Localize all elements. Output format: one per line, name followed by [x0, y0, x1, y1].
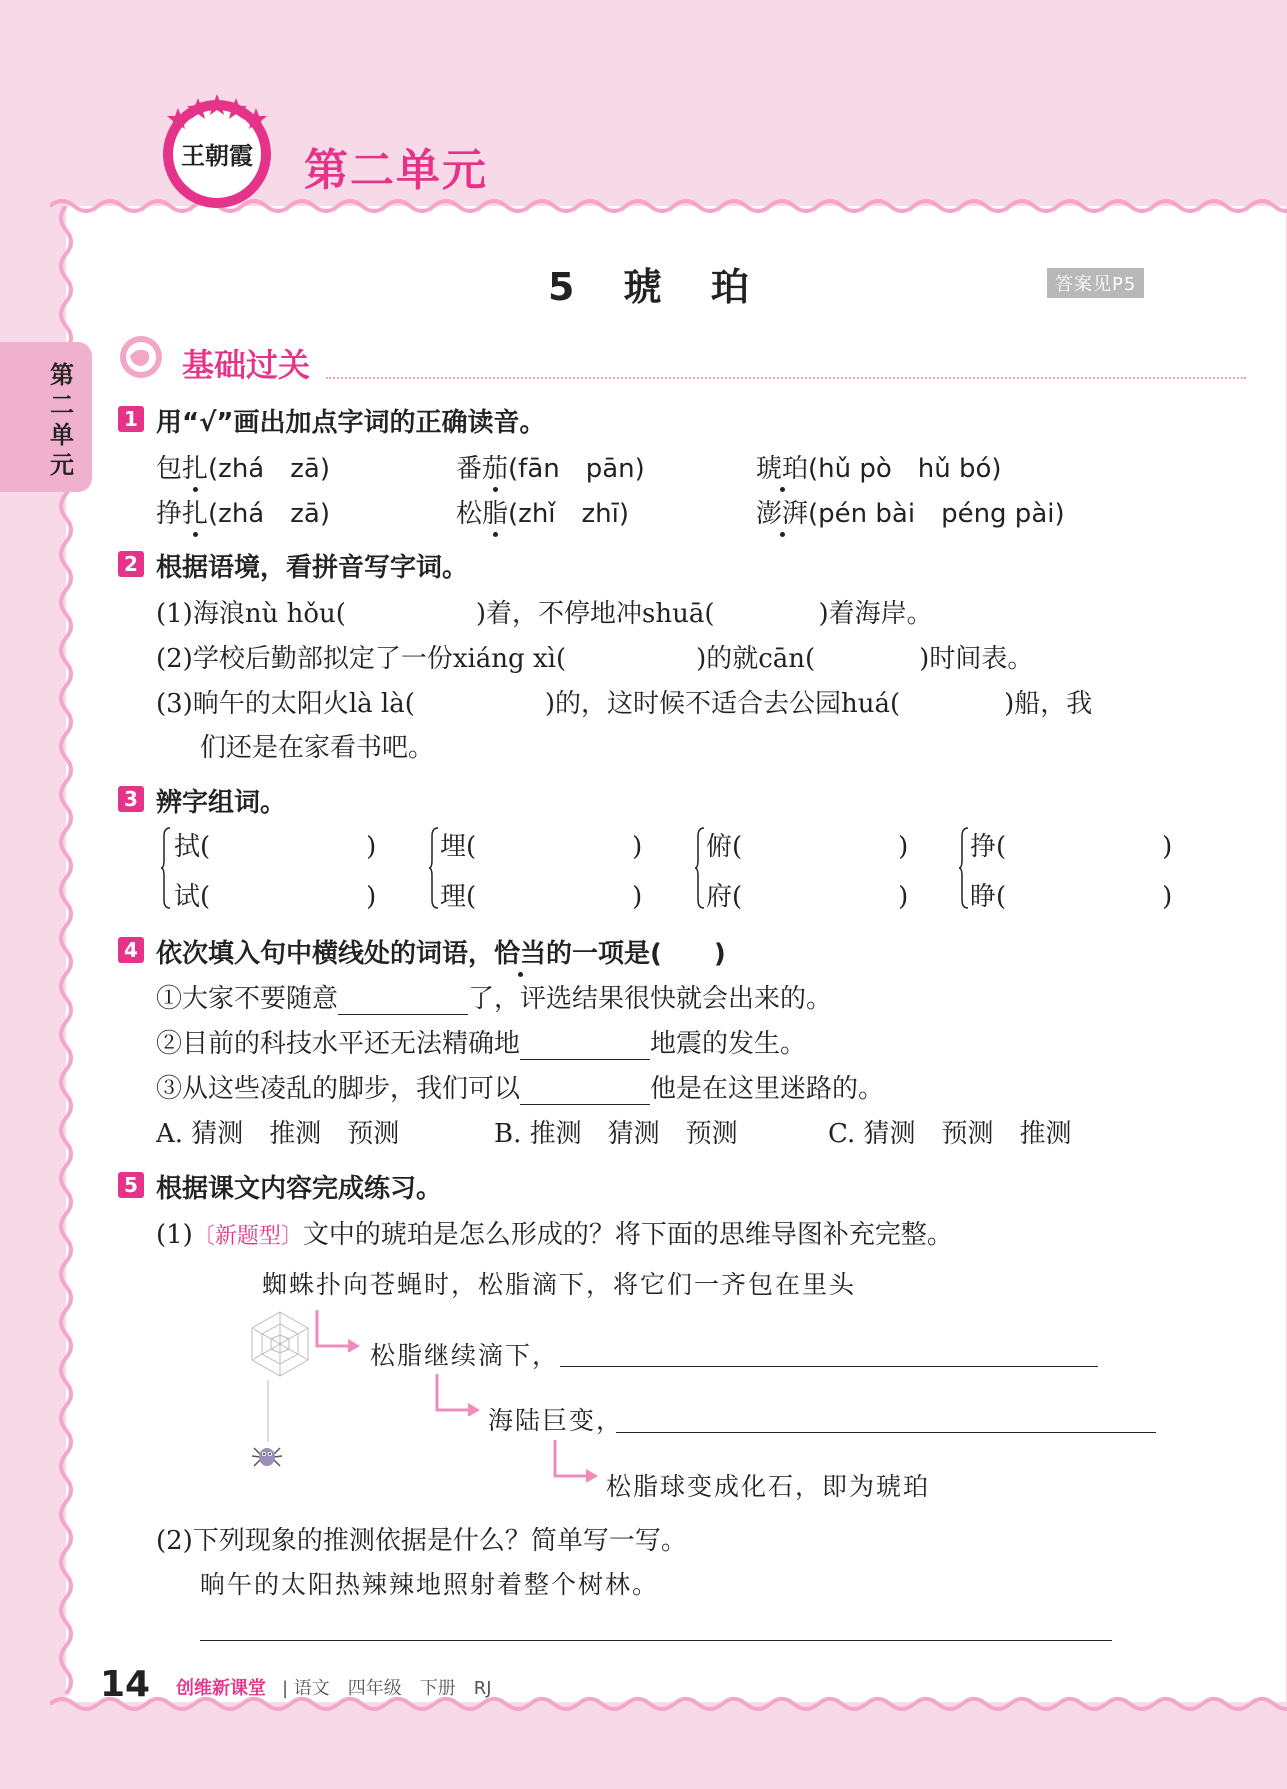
q1-item-6: 澎湃(pén bài péng pài) — [756, 499, 1065, 529]
answer-line[interactable] — [560, 1366, 1098, 1367]
question-1-prompt: 用“√”画出加点字词的正确读音。 — [156, 408, 546, 438]
side-tab-label: 第二单元 — [50, 361, 74, 479]
q5-part-2-sentence: 晌午的太阳热辣辣地照射着整个树林。 — [200, 1570, 660, 1599]
page-number: 14 — [100, 1664, 151, 1705]
q2-line-3: (3)晌午的太阳火là là( )的，这时候不适合去公园huá( )船，我 — [156, 689, 1093, 719]
footer-brand: 创维新课堂 — [176, 1678, 266, 1699]
question-5-prompt: 根据课文内容完成练习。 — [156, 1174, 443, 1204]
arrow-right-icon — [552, 1440, 600, 1482]
question-number-3: 3 — [118, 786, 144, 812]
mindmap-step-4: 松脂球变成化石，即为琥珀 — [606, 1472, 931, 1501]
mindmap-step-3: 海陆巨变， — [488, 1406, 624, 1435]
q5-part-1-prompt: (1)〔新题型〕文中的琥珀是怎么形成的？将下面的思维导图补充完整。 — [156, 1220, 953, 1250]
question-number-4: 4 — [118, 937, 144, 963]
answer-line[interactable] — [616, 1432, 1156, 1433]
spider-thread — [266, 1380, 270, 1442]
brace-icon — [160, 826, 172, 910]
q4-sentence-2: ②目前的科技水平还无法精确地 地震的发生。 — [156, 1029, 807, 1059]
q5-part-2-prompt: (2)下列现象的推测依据是什么？简单写一写。 — [156, 1526, 687, 1556]
question-number-1: 1 — [118, 406, 144, 432]
q2-line-2: (2)学校后勤部拟定了一份xiáng xì( )的就cān( )时间表。 — [156, 644, 1034, 674]
side-tab — [0, 342, 92, 492]
question-4-prompt: 依次填入句中横线处的词语，恰当的一项是( ) — [156, 939, 726, 969]
answer-blank[interactable] — [338, 984, 468, 1015]
lesson-title: 5 琥 珀 — [548, 265, 767, 309]
mindmap-step-1: 蜘蛛扑向苍蝇时，松脂滴下，将它们一齐包在里头 — [262, 1270, 857, 1299]
answer-blank[interactable] — [520, 1029, 650, 1060]
q4-option-a[interactable]: A. 猜测 推测 预测 — [156, 1119, 400, 1149]
answer-reference: 答案见P5 — [1047, 268, 1144, 298]
section-divider — [326, 377, 1246, 379]
q1-item-3: 琥珀(hǔ pò hǔ bó) — [756, 454, 1002, 484]
question-number-5: 5 — [118, 1172, 144, 1198]
brace-icon — [958, 826, 970, 910]
question-3-prompt: 辨字组词。 — [156, 788, 287, 818]
publisher-logo — [158, 92, 276, 210]
q4-option-b[interactable]: B. 推测 猜测 预测 — [494, 1119, 738, 1149]
q1-item-5: 松脂(zhǐ zhī) — [456, 499, 630, 529]
q1-item-1: 包扎(zhá zā) — [156, 454, 330, 484]
q4-sentence-1: ①大家不要随意 了，评选结果很快就会出来的。 — [156, 984, 833, 1014]
arrow-right-icon — [434, 1374, 482, 1416]
answer-blank[interactable] — [520, 1074, 650, 1105]
mindmap-step-2: 松脂继续滴下， — [370, 1341, 560, 1370]
brace-icon — [694, 826, 706, 910]
arrow-right-icon — [314, 1310, 362, 1352]
spider-icon — [250, 1440, 284, 1470]
footer-book-info: | 语文 四年级 下册 RJ — [282, 1678, 492, 1699]
q2-line-1: (1)海浪nù hǒu( )着，不停地冲shuā( )着海岸。 — [156, 599, 933, 629]
answer-line[interactable] — [200, 1640, 1112, 1641]
q4-option-c[interactable]: C. 猜测 预测 推测 — [828, 1119, 1072, 1149]
section-heading — [118, 334, 1154, 386]
brace-icon — [428, 826, 440, 910]
new-question-type-tag: 〔新题型〕 — [192, 1224, 303, 1249]
unit-title: 第二单元 — [304, 145, 488, 196]
section-label: 基础过关 — [182, 346, 311, 384]
spider-web-icon — [244, 1308, 316, 1380]
question-number-2: 2 — [118, 551, 144, 577]
q2-line-4: 们还是在家看书吧。 — [200, 733, 435, 763]
question-2-prompt: 根据语境，看拼音写字词。 — [156, 553, 469, 583]
q1-item-4: 挣扎(zhá zā) — [156, 499, 330, 529]
q4-sentence-3: ③从这些凌乱的脚步，我们可以 他是在这里迷路的。 — [156, 1074, 885, 1104]
globe-icon — [118, 334, 164, 380]
svg-text:王朝霞: 王朝霞 — [181, 141, 253, 170]
q1-item-2: 番茄(fān pān) — [456, 454, 645, 484]
